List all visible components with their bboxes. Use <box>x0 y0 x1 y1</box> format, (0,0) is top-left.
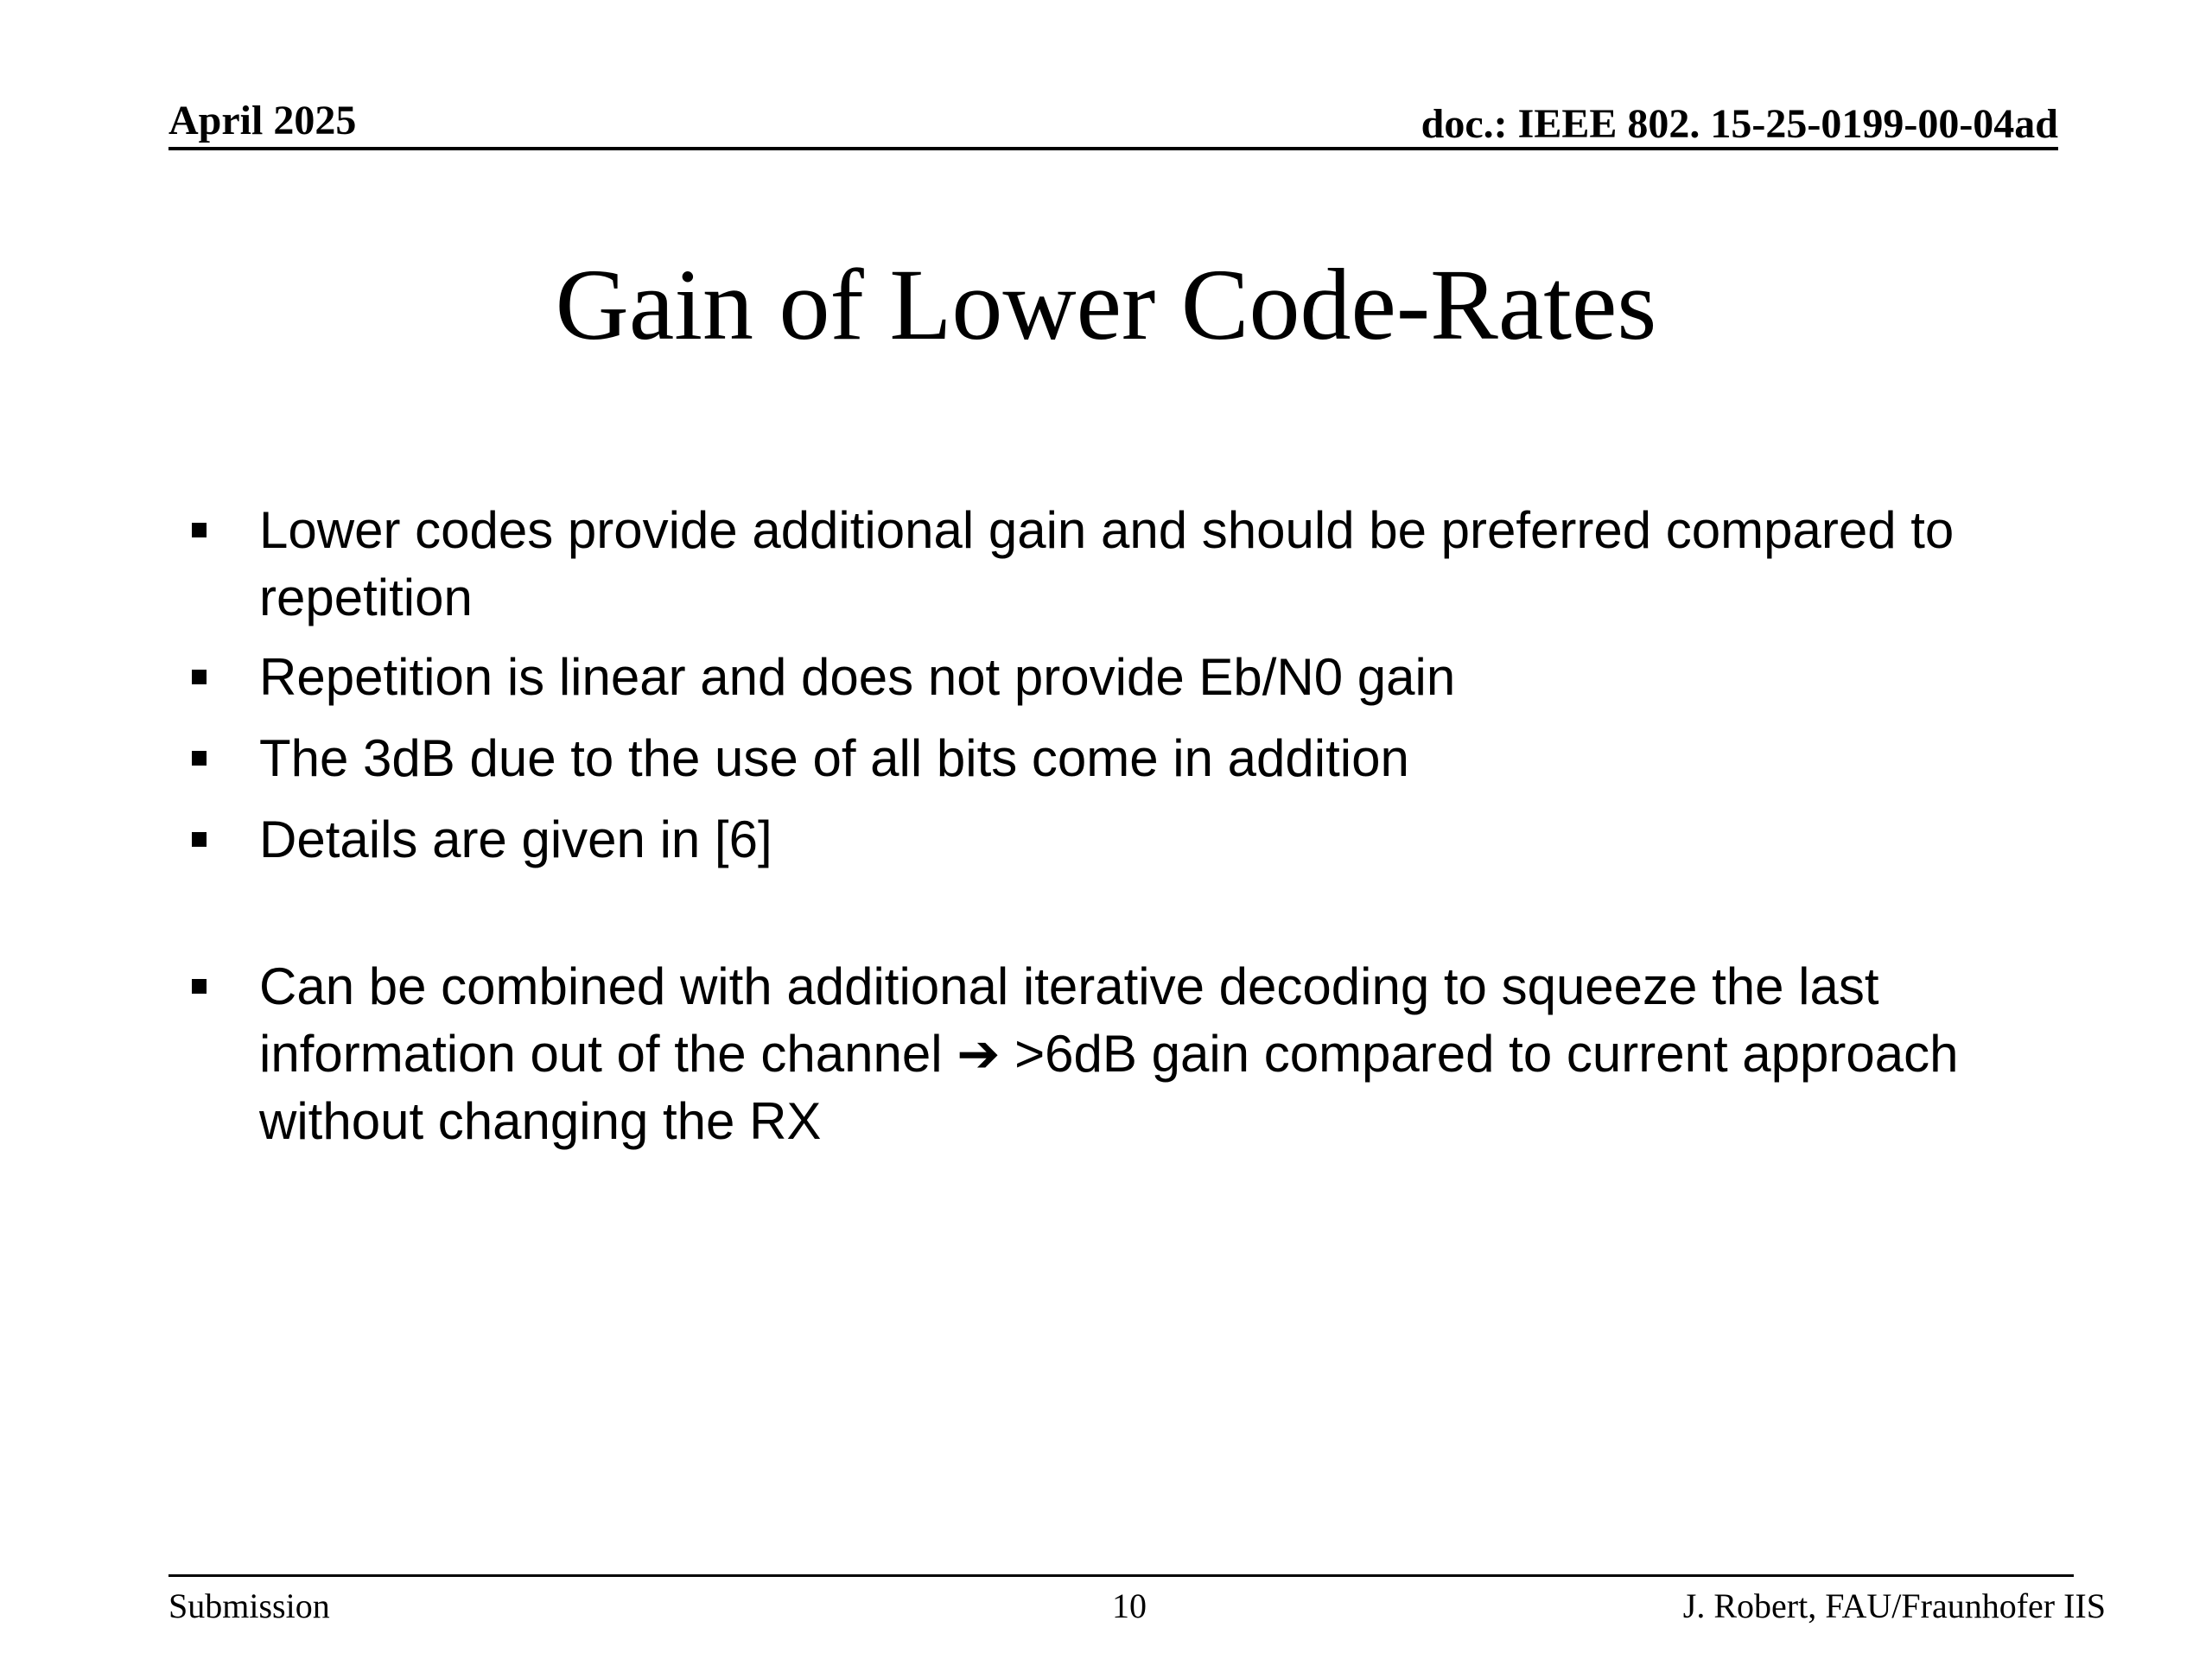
bullet-text: Can be combined with additional iterative decoding to squeeze the last information out of the channel ➔ >6dB gain compared to current approach without changing the RX <box>259 957 1959 1150</box>
header-date: April 2025 <box>168 98 357 143</box>
footer-divider <box>168 1574 2074 1577</box>
footer-submission: Submission <box>168 1586 330 1625</box>
bullet-item <box>0 806 2039 874</box>
bullet-text: Lower codes provide additional gain and should be preferred compared to repetition <box>259 501 1955 626</box>
square-bullet-icon <box>192 751 207 766</box>
square-bullet-icon <box>192 670 207 684</box>
header-doc-id: doc.: IEEE 802. 15-25-0199-00-04ad <box>1421 101 2058 147</box>
header-divider <box>168 147 2058 150</box>
square-bullet-icon <box>192 523 207 537</box>
bullet-item <box>0 725 2039 792</box>
bullet-text: Details are given in [6] <box>259 810 772 868</box>
bullet-list <box>0 497 2212 1155</box>
square-bullet-icon <box>192 832 207 847</box>
bullet-item <box>0 953 2039 1155</box>
bullet-item <box>0 644 2039 711</box>
footer-page-number: 10 <box>1112 1586 1147 1625</box>
square-bullet-icon <box>192 979 207 994</box>
bullet-text: Repetition is linear and does not provide Eb/N0 gain <box>259 648 1456 706</box>
bullet-text: The 3dB due to the use of all bits come in addition <box>259 729 1409 787</box>
footer-author: J. Robert, FAU/Fraunhofer IIS <box>1682 1586 2106 1625</box>
bullet-item <box>0 497 2039 632</box>
slide-title: Gain of Lower Code-Rates <box>555 248 1657 361</box>
